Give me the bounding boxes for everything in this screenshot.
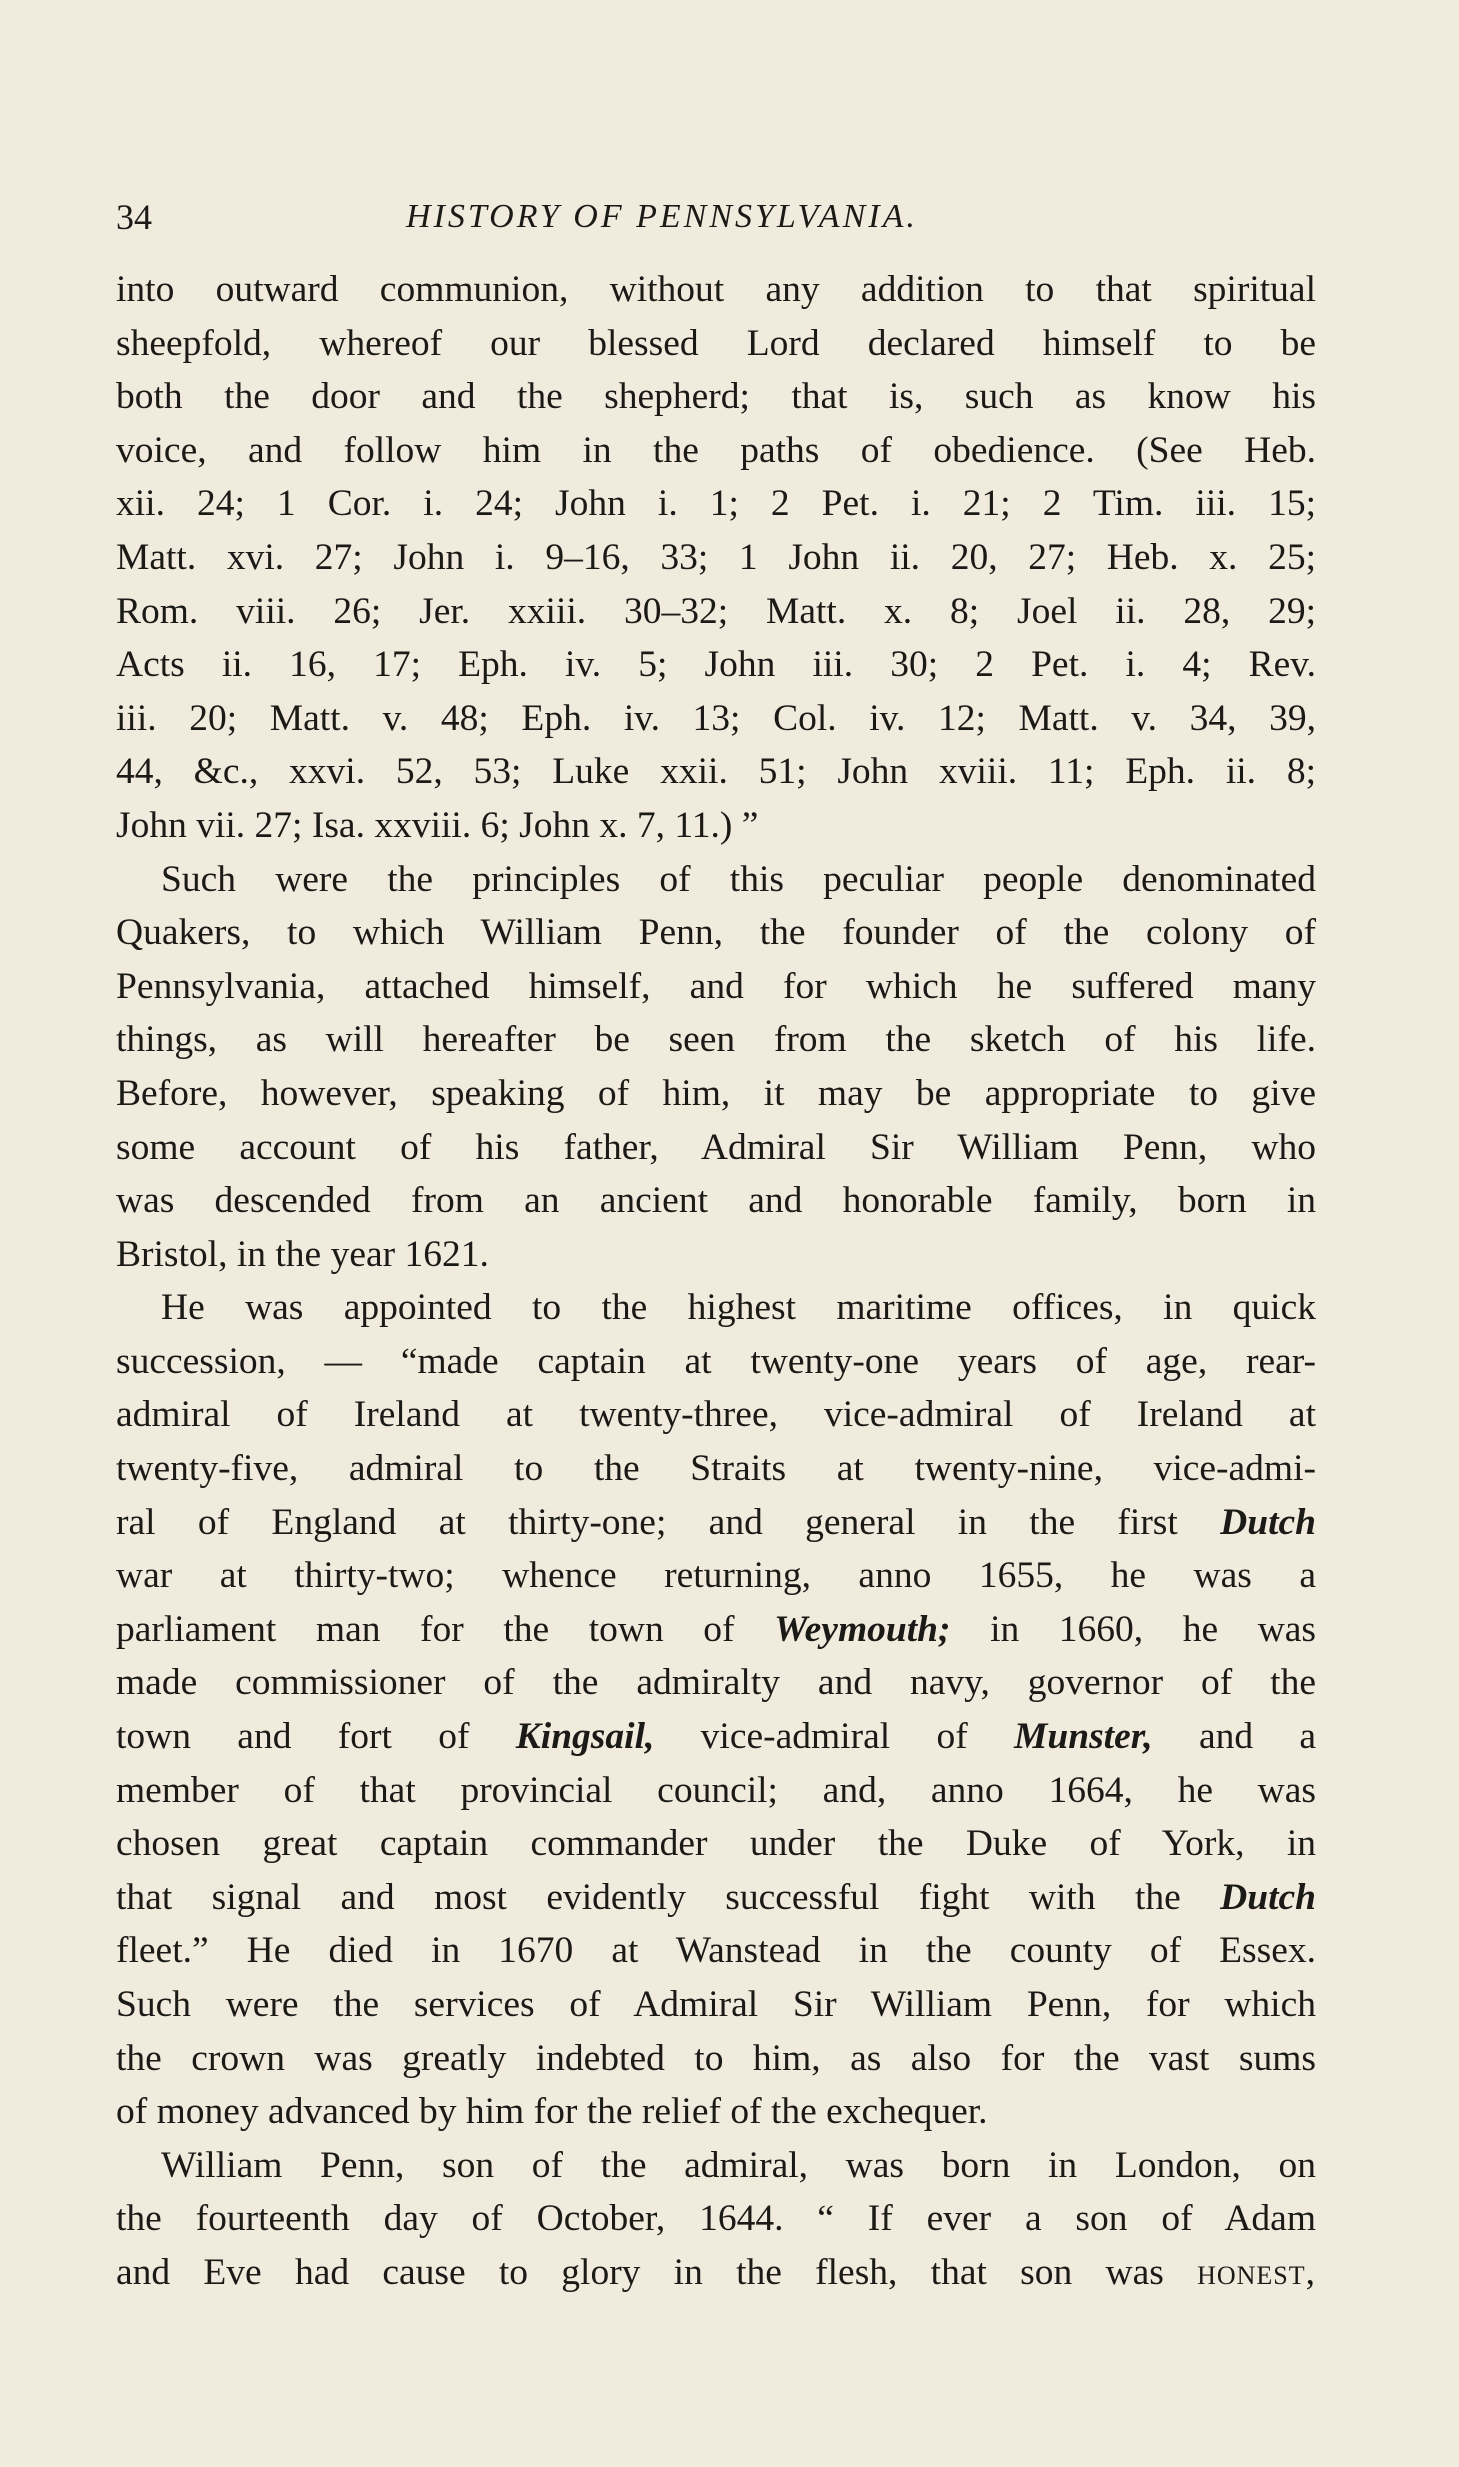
- italic-segment: Kingsail,: [515, 1716, 655, 1758]
- text-segment: that signal and most evidently successful fight with the: [116, 1876, 1181, 1918]
- text-segment: and Eve had cause to glory in the flesh, that son was: [116, 2251, 1164, 2293]
- text-line: the crown was greatly indebted to him, as also for the vast sums: [116, 2037, 1316, 2079]
- text-line: Such were the services of Admiral Sir William Penn, for which: [116, 1984, 1316, 2025]
- text-line: of money advanced by him for the relief of the exchequer.: [116, 2091, 988, 2133]
- text-line: twenty-five, admiral to the Straits at twenty-nine, vice-admi-: [116, 1448, 1316, 1490]
- paragraph-first-line: He was appointed to the highest maritime offices, in quick: [161, 1287, 1316, 1329]
- text-line: Before, however, speaking of him, it may be appropriate to give: [116, 1072, 1316, 1114]
- text-line: [116, 1603, 1316, 1657]
- text-line: [116, 1871, 1316, 1925]
- text-line: succession, — “made captain at twenty-one years of age, rear-: [116, 1340, 1316, 1382]
- text-line: voice, and follow him in the paths of obedience. (See Heb.: [116, 429, 1316, 471]
- text-line: was descended from an ancient and honorable family, born in: [116, 1180, 1316, 1222]
- text-line: made commissioner of the admiralty and navy, governor of the: [116, 1662, 1316, 1704]
- text-line: things, as will hereafter be seen from the sketch of his life.: [116, 1019, 1316, 1061]
- text-line: Acts ii. 16, 17; Eph. iv. 5; John iii. 30; 2 Pet. i. 4; Rev.: [116, 644, 1316, 686]
- text-line: 44, &c., xxvi. 52, 53; Luke xxii. 51; John xviii. 11; Eph. ii. 8;: [116, 751, 1316, 793]
- body-text: [116, 263, 1316, 2300]
- text-line: the fourteenth day of October, 1644. “ If ever a son of Adam: [116, 2198, 1316, 2240]
- italic-segment: Dutch: [1220, 1501, 1317, 1543]
- italic-segment: Munster,: [1014, 1716, 1153, 1758]
- text-line: Rom. viii. 26; Jer. xxiii. 30–32; Matt. x. 8; Joel ii. 28, 29;: [116, 590, 1316, 632]
- text-segment: town and fort of: [116, 1716, 470, 1758]
- italic-segment: Weymouth;: [774, 1608, 951, 1650]
- text-segment: and a: [1198, 1716, 1317, 1758]
- running-title: HISTORY OF PENNSYLVANIA.: [406, 198, 918, 235]
- text-segment: ral of England at thirty-one; and general in the first: [116, 1501, 1178, 1543]
- text-line: Bristol, in the year 1621.: [116, 1233, 489, 1275]
- text-line: into outward communion, without any addition to that spiritual: [116, 269, 1316, 310]
- text-segment: parliament man for the town of: [116, 1608, 735, 1650]
- text-line: [116, 1496, 1316, 1550]
- text-line: Pennsylvania, attached himself, and for which he suffered many: [116, 965, 1316, 1007]
- paragraph-first-line: Such were the principles of this peculiar people denominated: [161, 858, 1316, 900]
- text-line: sheepfold, whereof our blessed Lord declared himself to be: [116, 322, 1316, 364]
- text-segment: vice-admiral of: [700, 1716, 968, 1758]
- text-line: admiral of Ireland at twenty-three, vice-admiral of Ireland at: [116, 1394, 1316, 1436]
- text-line: both the door and the shepherd; that is, such as know his: [116, 376, 1316, 418]
- text-line: Quakers, to which William Penn, the founder of the colony of: [116, 912, 1316, 954]
- text-line: iii. 20; Matt. v. 48; Eph. iv. 13; Col. iv. 12; Matt. v. 34, 39,: [116, 697, 1316, 739]
- italic-segment: Dutch: [1220, 1876, 1317, 1918]
- text-segment: in 1660, he was: [990, 1608, 1317, 1650]
- text-line: John vii. 27; Isa. xxviii. 6; John x. 7, 11.) ”: [116, 804, 759, 846]
- page-number: 34: [116, 197, 152, 237]
- small-caps-segment: honest,: [1197, 2251, 1316, 2293]
- running-head: [116, 192, 1316, 242]
- text-line: Matt. xvi. 27; John i. 9–16, 33; 1 John ii. 20, 27; Heb. x. 25;: [116, 536, 1316, 578]
- text-line: xii. 24; 1 Cor. i. 24; John i. 1; 2 Pet. i. 21; 2 Tim. iii. 15;: [116, 483, 1316, 525]
- text-line: war at thirty-two; whence returning, anno 1655, he was a: [116, 1555, 1316, 1597]
- text-line: chosen great captain commander under the Duke of York, in: [116, 1823, 1316, 1865]
- text-line: member of that provincial council; and, anno 1664, he was: [116, 1769, 1316, 1811]
- text-line: some account of his father, Admiral Sir William Penn, who: [116, 1126, 1316, 1168]
- text-line: [116, 2246, 1316, 2300]
- paragraph-first-line: William Penn, son of the admiral, was born in London, on: [161, 2144, 1316, 2186]
- text-line: [116, 1710, 1316, 1764]
- text-line: fleet.” He died in 1670 at Wanstead in the county of Essex.: [116, 1930, 1316, 1972]
